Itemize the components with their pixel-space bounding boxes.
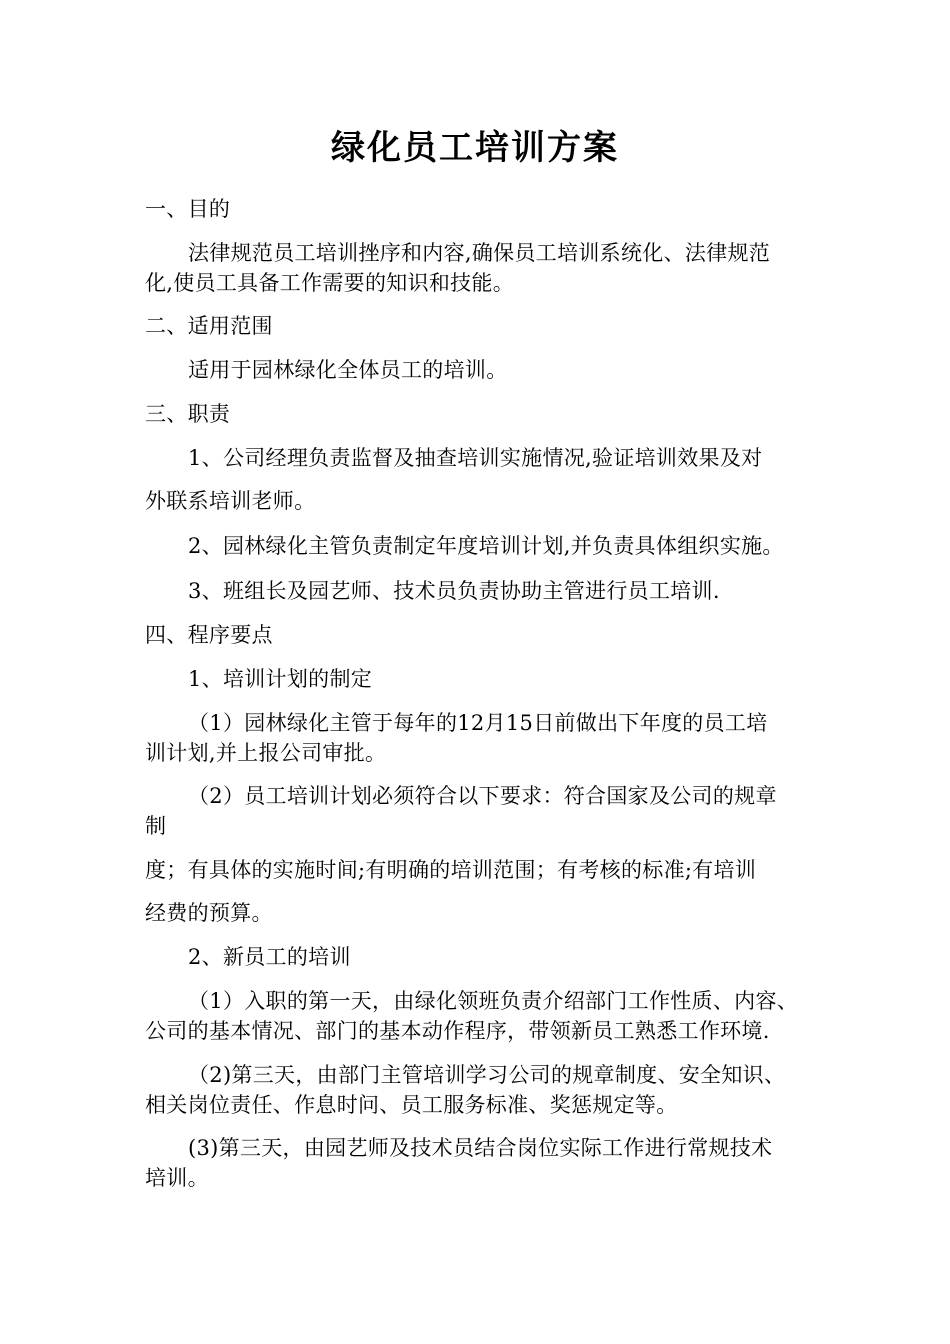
paragraph-line: 制: [145, 814, 167, 838]
paragraph-line: 经费的预算。: [145, 901, 273, 925]
paragraph-line: 外联系培训老师。: [145, 489, 316, 513]
paragraph-line: （1）园林绿化主管于每年的12月15日前做出下年度的员工培: [188, 711, 768, 735]
paragraph-line: 适用于园林绿化全体员工的培训。: [188, 358, 508, 382]
paragraph-line: （2)第三天，由部门主管培训学习公司的规章制度、安全知识、: [188, 1063, 786, 1087]
paragraph-line: 相关岗位责任、作息时问、员工服务标准、奖惩规定等。: [145, 1093, 678, 1117]
paragraph-line: 培训。: [145, 1166, 209, 1190]
paragraph-line: （2）员工培训计划必须符合以下要求：符合国家及公司的规章: [188, 784, 777, 808]
paragraph-line: 3、班组长及园艺师、技术员负责协助主管进行员工培训.: [188, 579, 720, 603]
paragraph-line: 训计划,并上报公司审批。: [145, 741, 387, 765]
paragraph-line: 1、公司经理负责监督及抽查培训实施情况,验证培训效果及对: [188, 446, 763, 470]
subheading-line: 1、培训计划的制定: [188, 667, 373, 691]
section-heading-scope: 二、适用范围: [145, 314, 273, 338]
section-heading-purpose: 一、目的: [145, 197, 231, 221]
paragraph-line: 化,使员工具备工作需要的知识和技能。: [145, 271, 515, 295]
subheading-line: 2、新员工的培训: [188, 945, 351, 969]
paragraph-line: 法律规范员工培训挫序和内容,确保员工培训系统化、法律规范: [188, 241, 771, 265]
paragraph-line: (3)第三天，由园艺师及技术员结合岗位实际工作进行常规技术: [188, 1136, 773, 1160]
paragraph-line: （1）入职的第一天，由绿化领班负责介绍部门工作性质、内容、: [188, 989, 799, 1013]
paragraph-line: 公司的基本情况、部门的基本动作程序，带领新员工熟悉工作环境.: [145, 1019, 770, 1043]
paragraph-line: 2、园林绿化主管负责制定年度培训计划,并负责具体组织实施。: [188, 534, 784, 558]
document-title: 绿化员工培训方案: [331, 128, 619, 168]
section-heading-duties: 三、职责: [145, 402, 231, 426]
paragraph-line: 度；有具体的实施时间;有明确的培训范围；有考核的标准;有培训: [145, 858, 757, 882]
section-heading-procedure: 四、程序要点: [145, 623, 273, 647]
